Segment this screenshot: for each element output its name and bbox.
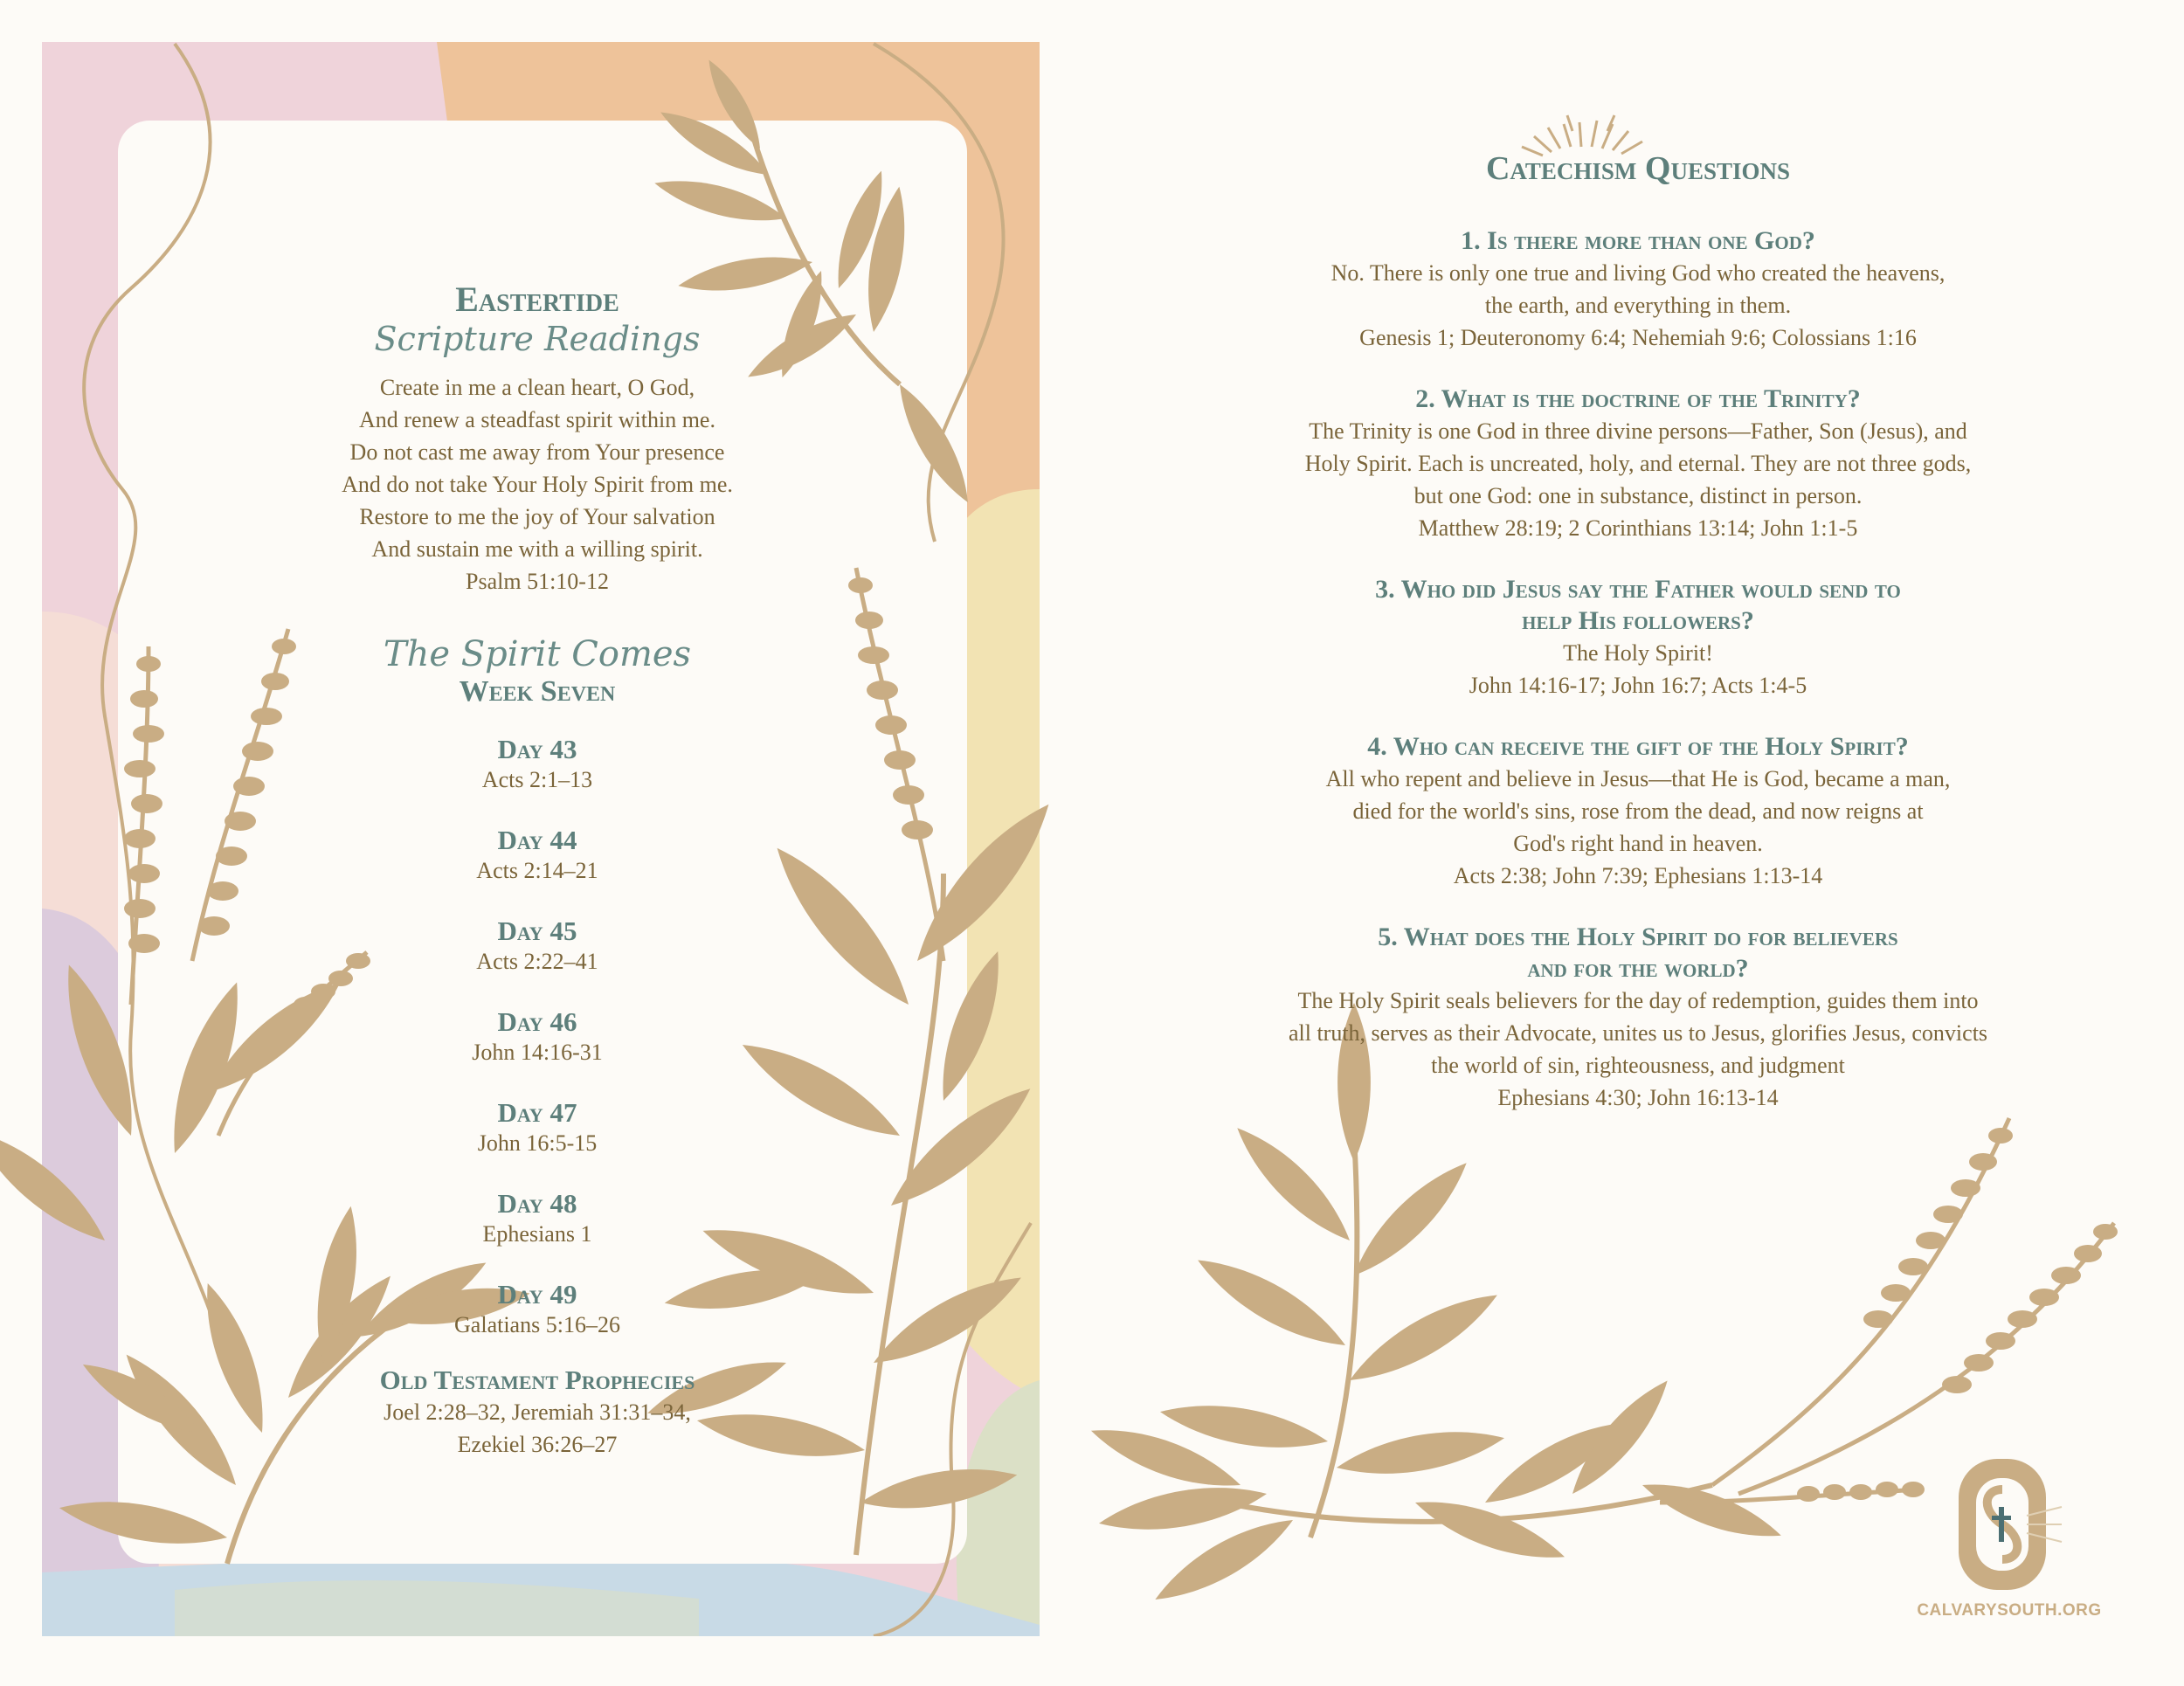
catechism-title: Catechism Questions — [1485, 150, 1791, 187]
catechism-question: 2. What is the doctrine of the Trinity? The Trinity is one God in three divine persons—Father, Son (Jesus), and Holy Spirit. Each is uncreated, holy, and eternal. They are not three gods, but one God: one in substance, distinct in person. Matthew 28:19; 2 Corinthians 13:14; John 1:1-5 — [1304, 384, 1972, 541]
ot-prophecies-heading: Old Testament Prophecies — [379, 1365, 695, 1395]
page-title: Eastertide — [455, 280, 619, 319]
week-heading: Week Seven — [459, 675, 616, 708]
scripture-readings-subtitle: Scripture Readings — [374, 320, 701, 358]
right-page-content — [1188, 149, 2088, 1144]
ot-prophecies-refs: Joel 2:28–32, Jeremiah 31:31–34, Ezekiel 36:26–27 — [384, 1399, 691, 1457]
left-page-content — [188, 280, 887, 1461]
day-entry: Day 47 John 16:5-15 — [477, 1097, 598, 1156]
day-entry: Day 45 Acts 2:22–41 — [476, 916, 598, 974]
website-link[interactable]: CALVARYSOUTH.ORG — [1917, 1601, 2102, 1620]
day-entry: Day 48 Ephesians 1 — [482, 1188, 592, 1247]
catechism-question: 5. What does the Holy Spirit do for believers and for the world? The Holy Spirit seals believers for the day of redemption, guides them into all truth, serves as their Advocate, unites us to Jesus, glorifies Jesus, convicts the world of sin, righteousness, and judgment Ephesians 4:30; John 16:13-14 — [1288, 922, 1988, 1110]
day-entry: Day 49 Galatians 5:16–26 — [454, 1279, 620, 1337]
day-entry: Day 46 John 14:16-31 — [472, 1006, 603, 1065]
verse-reference: Psalm 51:10-12 — [466, 569, 609, 594]
spirit-heading: The Spirit Comes — [383, 634, 692, 674]
day-entry: Day 44 Acts 2:14–21 — [476, 825, 598, 883]
catechism-question: 1. Is there more than one God? No. There is only one true and living God who created the heavens, the earth, and everything in them. Genesis 1; Deuteronomy 6:4; Nehemiah 9:6; Colossians 1:16 — [1330, 226, 1946, 350]
day-entry: Day 43 Acts 2:1–13 — [481, 734, 593, 792]
psalm-verse: Create in me a clean heart, O God, And renew a steadfast spirit within me. Do not cast me away from Your presence And do not take Your Holy Spirit from me. Restore to me the joy of Your salvation And sustain me with a willing spirit. Psalm 51:10-12 — [188, 371, 887, 598]
catechism-question: 4. Who can receive the gift of the Holy Spirit? All who repent and believe in Jesus—that He is God, became a man, died for the world's sins, rose from the dead, and now reigns at God's right hand in heaven. Acts 2:38; John 7:39; Ephesians 1:13-14 — [1325, 732, 1951, 888]
catechism-question: 3. Who did Jesus say the Father would send to help His followers? The Holy Spirit! John 14:16-17; John 16:7; Acts 1:4-5 — [1375, 575, 1901, 698]
calvary-logo-icon — [1959, 1459, 2062, 1590]
